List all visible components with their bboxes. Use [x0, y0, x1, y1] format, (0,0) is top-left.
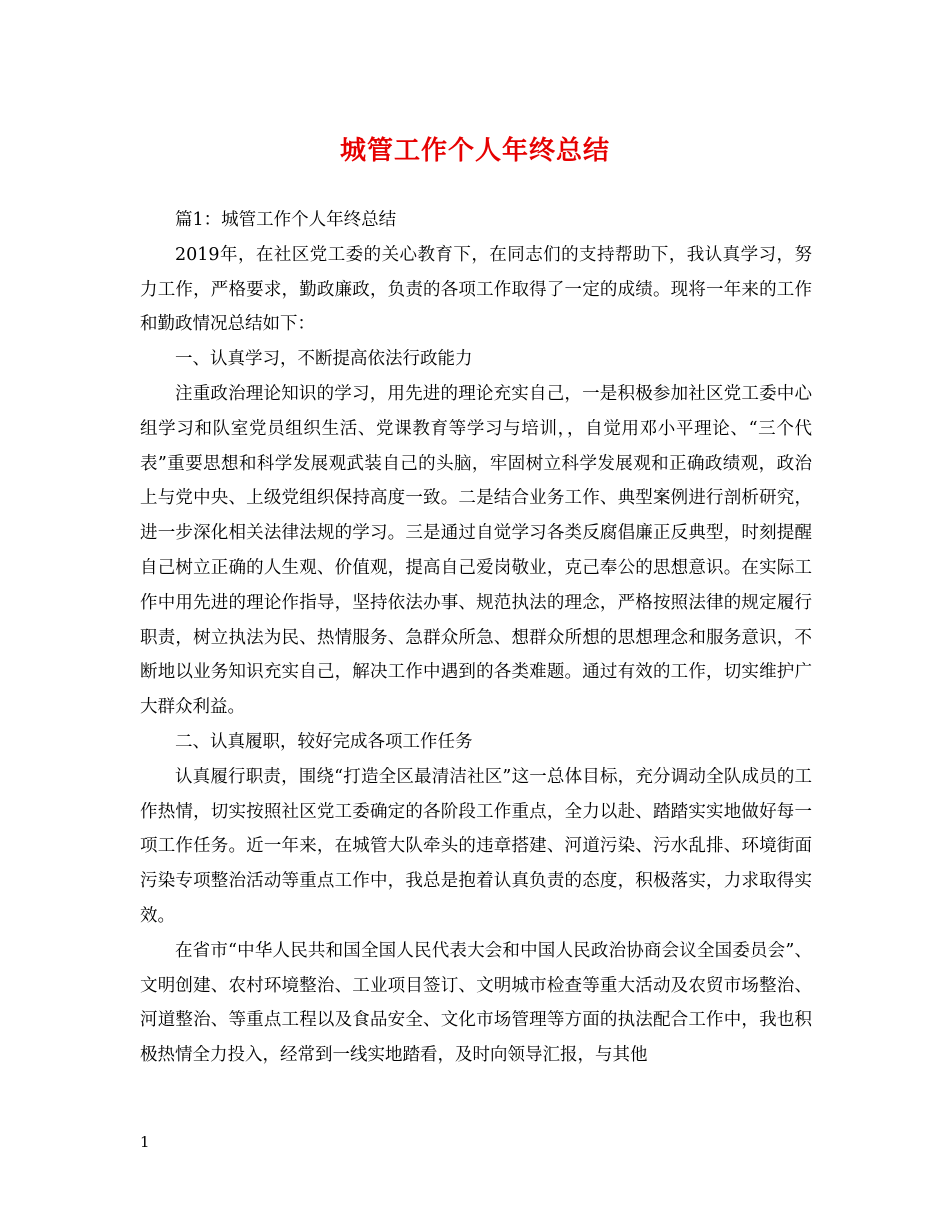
section-heading: 一、认真学习，不断提高依法行政能力: [175, 349, 473, 370]
section-heading: 二、认真履职，较好完成各项工作任务: [175, 731, 473, 752]
body-paragraph: 在省市“中华人民共和国全国人民代表大会和中国人民政治协商会议全国委员会”、文明创建、农村环境整治、工业项目签订、文明城市检查等重大活动及农贸市场整治、河道整治、等重点工程以及食品安全、文化市场管理等方面的执法配合工作中，我也积极热情全力投入，经常到一线实地踏看，及时向领导汇报，与其他: [140, 940, 812, 1066]
body-paragraph: 注重政治理论知识的学习，用先进的理论充实自己，一是积极参加社区党工委中心组学习和队室党员组织生活、党课教育等学习与培训，，自觉用邓小平理论、“三个代表”重要思想和科学发展观武装自己的头脑，牢固树立科学发展观和正确政绩观，政治上与党中央、上级党组织保持高度一致。二是结合业务工作、典型案例进行剖析研究，进一步深化相关法律法规的学习。三是通过自觉学习各类反腐倡廉正反典型，时刻提醒自己树立正确的人生观、价值观，提高自己爱岗敬业，克己奉公的思想意识。在实际工作中用先进的理论作指导，坚持依法办事、规范执法的理念，严格按照法律的规定履行职责，树立执法为民、热情服务、急群众所急、想群众所想的思想理念和服务意识，不断地以业务知识充实自己，解决工作中遇到的各类难题。通过有效的工作，切实维护广大群众利益。: [140, 383, 812, 718]
page-number: 1: [140, 1133, 150, 1151]
body-paragraph: 2019年，在社区党工委的关心教育下，在同志们的支持帮助下，我认真学习，努力工作，严格要求，勤政廉政，负责的各项工作取得了一定的成绩。现将一年来的工作和勤政情况总结如下：: [140, 244, 812, 335]
document-title: 城管工作个人年终总结: [339, 136, 610, 166]
section-heading: 篇1：城管工作个人年终总结: [175, 210, 397, 230]
document-body: [140, 203, 812, 1073]
body-paragraph: 认真履行职责，围绕“打造全区最清洁社区”这一总体目标，充分调动全队成员的工作热情，切实按照社区党工委确定的各阶段工作重点，全力以赴、踏踏实实地做好每一项工作任务。近一年来，在城管大队牵头的违章搭建、河道污染、污水乱排、环境街面污染专项整治活动等重点工作中，我总是抱着认真负责的态度，积极落实，力求取得实效。: [140, 766, 812, 926]
